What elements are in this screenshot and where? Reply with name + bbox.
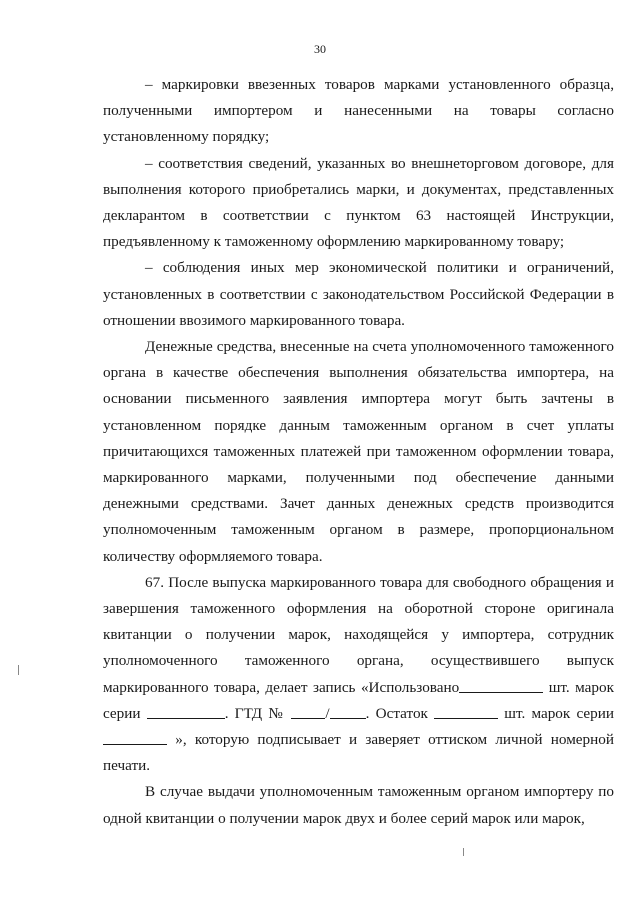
paragraph-conformity: – соответствия сведений, указанных во внешнеторговом договоре, для выполнения которого приобретались марки, и документах, представленных декларантом в соответствии с пунктом 63 настоящей Инструкции, предъявленному к таможенному оформлению маркированному товару;	[103, 154, 614, 251]
blank-used	[459, 678, 543, 693]
blank-series-1	[147, 704, 225, 719]
scan-artifact	[463, 848, 464, 856]
page-number: 30	[314, 42, 326, 56]
blank-series-2	[103, 730, 167, 745]
paragraph-other-measures: – соблюдения иных мер экономической политики и ограничений, установленных в соответствии с законодательством Российской Федерации в отношении ввозимого маркированного товара.	[103, 259, 614, 329]
p67-text-e: . Остаток	[365, 704, 435, 722]
paragraph-funds: Денежные средства, внесенные на счета уполномоченного таможенного органа в качестве обеспечения выполнения обязательства импортера, на основании письменного заявления импортера могут быть зачтены в установленном порядке данным таможенным органом в счет уплаты причитающихся таможенных платежей при таможенном оформлении товара, маркированного марками, полученными под обеспечение данными денежными средствами. Зачет данных денежных средств производится уполномоченным таможенным органом в размере, пропорциональном количеству оформляемого товара.	[103, 338, 614, 565]
blank-remainder	[434, 704, 498, 719]
p67-text-c: . ГТД №	[224, 704, 292, 722]
p67-text-b: шт. марок серии	[103, 678, 614, 722]
document-body	[103, 72, 614, 832]
blank-gtd-1	[291, 704, 325, 719]
paragraph-last: В случае выдачи уполномоченным таможенным органом импортеру по одной квитанции о получении марок двух и более серий марок или марок,	[103, 783, 614, 827]
scan-artifact	[18, 665, 19, 675]
paragraph-marking: – маркировки ввезенных товаров марками установленного образца, полученными импортером и нанесенными на товары согласно установленному порядку;	[103, 76, 614, 146]
p67-text-g: », которую подписывает и заверяет оттиском личной номерной печати.	[103, 731, 614, 775]
p67-text-d: /	[325, 704, 330, 722]
paragraph-67	[103, 570, 614, 780]
p67-text-f: шт. марок серии	[498, 704, 614, 722]
p67-text-a: 67. После выпуска маркированного товара для свободного обращения и завершения таможенного оформления на оборотной стороне оригинала квитанции о получении марок, находящейся у импортера, сотрудник уполномоченного таможенного органа, осуществившего выпуск маркированного товара, делает запись «Использовано	[103, 573, 614, 696]
blank-gtd-2	[330, 704, 366, 719]
